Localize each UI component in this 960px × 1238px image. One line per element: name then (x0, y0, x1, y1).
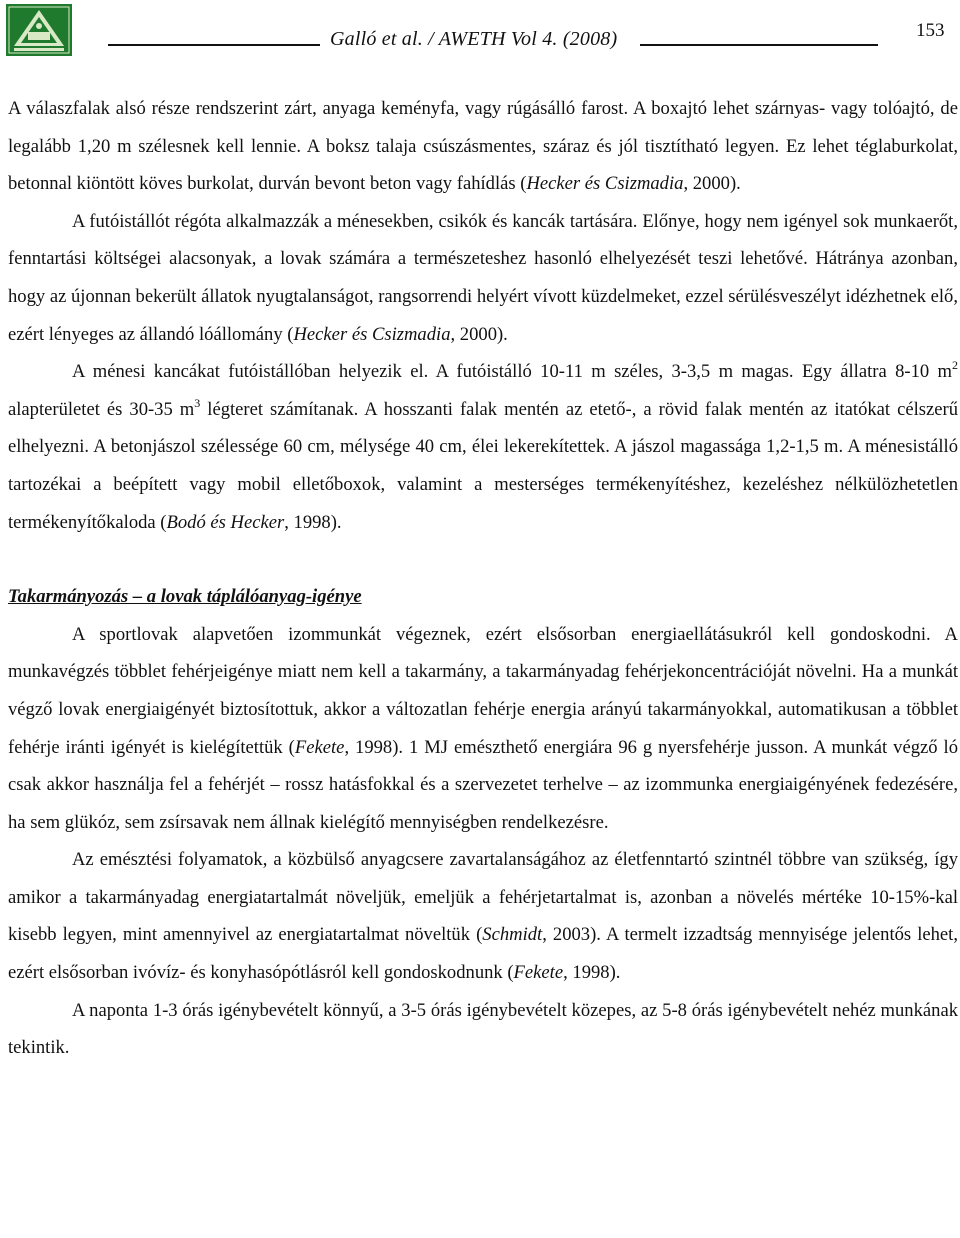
header-rule-left (108, 44, 320, 46)
paragraph-stud-mares: A ménesi kancákat futóistállóban helyezik el. A futóistálló 10-11 m széles, 3-3,5 m magas. Egy állatra 8-10 $m^2$ alapterületet és 30-35 $m^3$ légteret számítanak. A hosszanti falak mentén az etető-, a rövid falak mentén az itatókat célszerű elhelyezni. A betonjászol szélessége 60 cm, mélysége 40 cm, élei lekerekítettek. A jászol magassága 1,2-1,5 m. A ménesistálló tartozékai a beépített vagy mobil elletőboxok, valamint a mesterséges termékenyítéshez, kezeléshez nélkülözhetetlen termékenyítőkaloda (Bodó és Hecker, 1998). (8, 358, 959, 533)
citation: Fekete (294, 736, 345, 758)
running-title: Galló et al. / AWETH Vol 4. (2008) (330, 28, 618, 50)
paragraph-digestion: Az emésztési folyamatok, a közbülső anyagcsere zavartalanságához az életfenntartó szintnél többre van szükség, így amikor a takarmányadag energiatartalmát növeljük, emeljük a fehérjetartalmat is, azonban a növelés mértéke 10-15%-kal kisebb legyen, mint amennyivel az energiatartalmat növeltük (Schmidt, 2003). A termelt izzadtság mennyisége jelentős lehet, ezért elsősorban ivóvíz- és konyhasópótlásról kell gondoskodnunk (Fekete, 1998). (8, 849, 958, 984)
paragraph-sport-horses: A sportlovak alapvetően izommunkát végeznek, ezért elsősorban energiaellátásukról kell gondoskodni. A munkavégzés többlet fehérjeigénye miatt nem kell a takarmány, a takarmányadag fehérjekoncentrációját növelni. Ha a munkát végző lovak energiaigényét biztosítottuk, akkor a változatlan fehérje energia arányú takarmányokkal, automatikusan a többlet fehérje iránti igényét is kielégítettük (Fekete, 1998). 1 MJ emészthető energiára 96 g nyersfehérje jusson. A munkát végző ló csak akkor használja fel a fehérjét – rossz hatásfokkal és a szervezetet terhelve – az izommunka energiaigényének fedezésére, ha sem glükóz, sem zsírsavak nem állnak kielégítő mennyiségben rendelkezésre. (8, 623, 958, 833)
header-rule-right (640, 44, 878, 46)
article-body (8, 90, 958, 1067)
section-spacer (8, 541, 958, 578)
superscript: 2 (952, 358, 958, 373)
citation: Bodó és Hecker (166, 511, 285, 533)
page-header (0, 0, 960, 62)
section-heading: Takarmányozás – a lovak táplálóanyag-igénye (8, 586, 362, 608)
citation: Schmidt (482, 924, 543, 946)
superscript: 3 (194, 395, 201, 410)
citation: Hecker és Csizmadia (293, 323, 451, 345)
paragraph-loose-housing: A futóistállót régóta alkalmazzák a ménesekben, csikók és kancák tartására. Előnye, hogy nem igényel sok munkaerőt, fenntartási költségei alacsonyak, a lovak számára a természeteshez hasonló elhelyezését teszi lehetővé. Hátránya azonban, hogy az újonnan bekerült állatok nyugtalanságot, rangsorrendi helyért vívott küzdelmeket, ezzel sérülésveszélyt idézhetnek elő, ezért lényeges az állandó lóállomány (Hecker és Csizmadia, 2000). (8, 210, 959, 345)
page-number: 153 (916, 20, 945, 41)
paragraph-stall-partitions: A válaszfalak alsó része rendszerint zárt, anyaga keményfa, vagy rúgásálló farost. A boxajtó lehet szárnyas- vagy tolóajtó, de legalább 1,20 m szélesnek kell lennie. A boksz talaja csúszásmentes, száraz és jól tisztítható legyen. Ez lehet téglaburkolat, betonnal kiöntött köves burkolat, durván bevont beton vagy fahídlás (Hecker és Csizmadia, 2000). (8, 98, 958, 195)
journal-logo-triangle-icon (6, 4, 72, 56)
citation: Fekete (513, 962, 564, 984)
citation: Hecker és Csizmadia (526, 173, 684, 195)
paragraph-workload: A naponta 1-3 órás igénybevételt könnyű, a 3-5 órás igénybevételt közepes, az 5-8 órás igénybevételt nehéz munkának tekintik. (8, 999, 958, 1059)
